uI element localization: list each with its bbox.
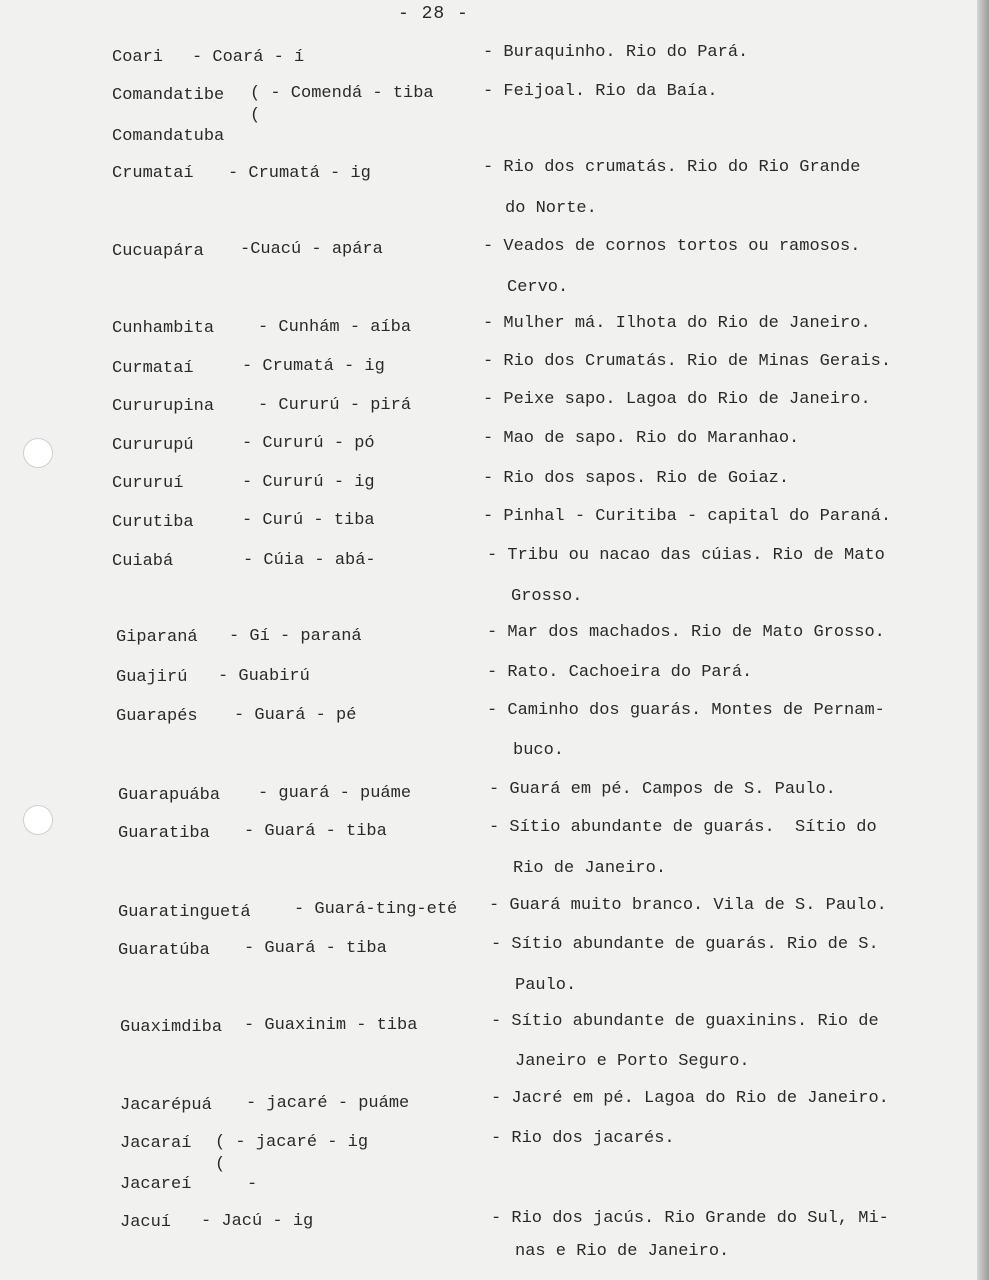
entry-meaning: - Guará em pé. Campos de S. Paulo. <box>489 780 836 799</box>
entry-name: Curutiba <box>112 513 194 532</box>
entry-name: Jacarépuá <box>120 1096 212 1115</box>
entry-meaning: - Feijoal. Rio da Baía. <box>483 82 718 101</box>
entry-name: Guaratinguetá <box>118 903 251 922</box>
entry-meaning: - Jacré em pé. Lagoa do Rio de Janeiro. <box>491 1089 889 1108</box>
entry-meaning: - Tribu ou nacao das cúias. Rio de Mato <box>487 546 885 565</box>
page-number: - 28 - <box>398 4 469 24</box>
entry-name: Cuiabá <box>112 552 174 571</box>
entry-etymology: ( - jacaré - ig <box>215 1133 369 1152</box>
entry-name: Curmataí <box>112 359 194 378</box>
entry-etymology: - jacaré - puáme <box>246 1094 410 1113</box>
entry-meaning: - Rio dos Crumatás. Rio de Minas Gerais. <box>483 352 892 371</box>
entry-etymology: ( - Comendá - tiba <box>250 84 434 103</box>
entry-name: Guaratiba <box>118 824 210 843</box>
entry-etymology: - Cururú - pirá <box>258 396 412 415</box>
entry-etymology: - Cúia - abá- <box>243 551 376 570</box>
entry-etymology: - Cunhám - aíba <box>258 318 412 337</box>
entry-etymology: - Cururú - pó <box>242 434 375 453</box>
entry-bracket: ( <box>215 1155 226 1174</box>
entry-etymology: - Guará-ting-eté <box>294 900 458 919</box>
entry-meaning-cont: Paulo. <box>515 976 577 995</box>
entry-name: Guarapuába <box>118 786 221 805</box>
entry-meaning: - Sítio abundante de guarás. Rio de S. <box>491 935 879 954</box>
entry-meaning: - Rio dos jacús. Rio Grande do Sul, Mi- <box>491 1209 889 1228</box>
entry-meaning-cont: Janeiro e Porto Seguro. <box>515 1052 750 1071</box>
entry-meaning-cont: nas e Rio de Janeiro. <box>515 1242 730 1261</box>
entry-bracket: ( <box>250 106 261 125</box>
entry-name: Jacaraí <box>120 1134 192 1153</box>
entry-meaning: - Rio dos jacarés. <box>491 1129 675 1148</box>
entry-meaning: - Peixe sapo. Lagoa do Rio de Janeiro. <box>483 390 871 409</box>
entry-name: Crumataí <box>112 164 194 183</box>
entry-name: Cururuí <box>112 474 184 493</box>
entry-name: Giparaná <box>116 628 198 647</box>
entry-etymology: - Guará - tiba <box>244 939 387 958</box>
entry-etymology: - Guará - tiba <box>244 822 387 841</box>
entry-etymology: - Gí - paraná <box>229 627 362 646</box>
entry-etymology: - Guabirú <box>218 667 310 686</box>
entry-name: Cururupina <box>112 397 215 416</box>
entry-etymology: - Curú - tiba <box>242 511 375 530</box>
entry-name-alt: Jacareí <box>120 1175 192 1194</box>
entry-meaning-cont: Grosso. <box>511 587 583 606</box>
entry-name: Cururupú <box>112 436 194 455</box>
entry-meaning: - Guará muito branco. Vila de S. Paulo. <box>489 896 887 915</box>
entry-name: Guaximdiba <box>120 1018 223 1037</box>
entry-meaning: - Rio dos crumatás. Rio do Rio Grande <box>483 158 861 177</box>
entry-etymology: - Guará - pé <box>234 706 357 725</box>
entry-name: Guaratúba <box>118 941 210 960</box>
entry-name: Cucuapára <box>112 242 204 261</box>
punch-hole-upper <box>23 438 53 468</box>
entry-meaning: - Veados de cornos tortos ou ramosos. <box>483 237 861 256</box>
entry-meaning: - Mulher má. Ilhota do Rio de Janeiro. <box>483 314 871 333</box>
entry-etymology: - Crumatá - ig <box>228 164 371 183</box>
entry-meaning: - Pinhal - Curitiba - capital do Paraná. <box>483 507 892 526</box>
entry-etymology: - Jacú - ig <box>201 1212 314 1231</box>
entry-etymology: - Guaxinim - tiba <box>244 1016 418 1035</box>
entry-meaning: - Sítio abundante de guaxinins. Rio de <box>491 1012 879 1031</box>
punch-hole-lower <box>23 805 53 835</box>
entry-etymology: - Crumatá - ig <box>242 357 385 376</box>
entry-etymology: -Cuacú - apára <box>240 240 383 259</box>
entry-name-alt: Comandatuba <box>112 127 225 146</box>
entry-meaning: - Caminho dos guarás. Montes de Pernam- <box>487 701 885 720</box>
page-edge-shadow <box>977 0 989 1280</box>
entry-meaning-cont: buco. <box>513 741 565 760</box>
entry-meaning-cont: do Norte. <box>505 199 597 218</box>
entry-meaning-cont: Cervo. <box>507 278 569 297</box>
entry-meaning: - Rato. Cachoeira do Pará. <box>487 663 753 682</box>
entry-meaning-cont: Rio de Janeiro. <box>513 859 667 878</box>
entry-meaning: - Buraquinho. Rio do Pará. <box>483 43 749 62</box>
entry-meaning: - Mao de sapo. Rio do Maranhao. <box>483 429 800 448</box>
entry-etymology: - Coará - í <box>192 48 305 67</box>
entry-meaning: - Mar dos machados. Rio de Mato Grosso. <box>487 623 885 642</box>
entry-etymology: - Cururú - ig <box>242 473 375 492</box>
entry-name: Guajirú <box>116 668 188 687</box>
entry-meaning: - Sítio abundante de guarás. Sítio do <box>489 818 877 837</box>
entry-name: Coari <box>112 48 164 67</box>
entry-name: Guarapés <box>116 707 198 726</box>
entry-etymology: - guará - puáme <box>258 784 412 803</box>
entry-name: Cunhambita <box>112 319 215 338</box>
entry-alt-dash: - <box>247 1175 258 1194</box>
entry-meaning: - Rio dos sapos. Rio de Goiaz. <box>483 469 790 488</box>
entry-name: Jacuí <box>120 1213 172 1232</box>
entry-name: Comandatibe <box>112 86 225 105</box>
